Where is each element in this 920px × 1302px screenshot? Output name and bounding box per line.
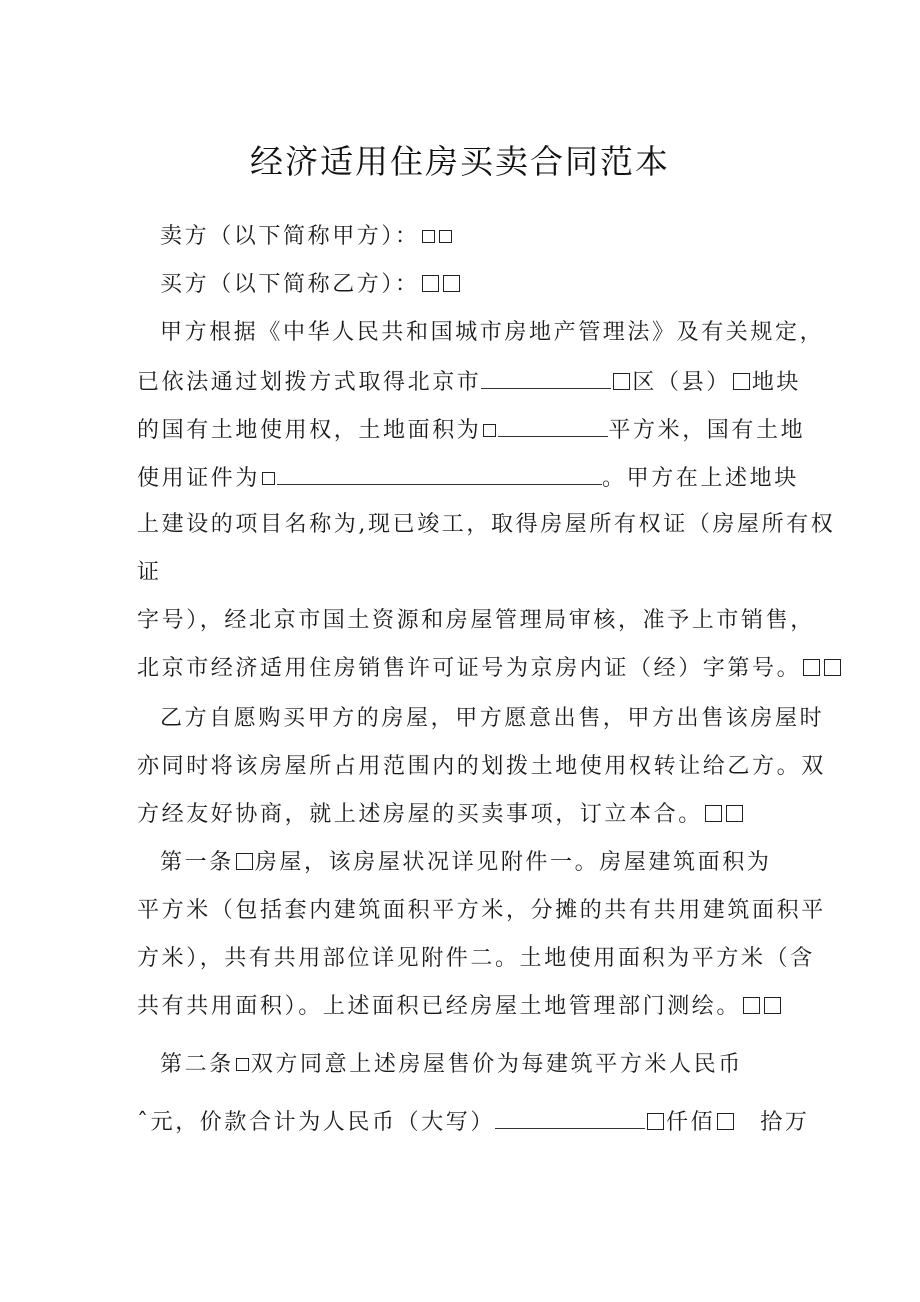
fill-in-blank <box>498 414 608 437</box>
paragraph-line: 方米），共有共用部位详见附件二。土地使用面积为平方米（含 <box>137 946 815 971</box>
checkbox-icon <box>647 1113 664 1130</box>
checkbox-icon <box>236 1058 249 1071</box>
paragraph-line: 上建设的项目名称为,现已竣工，取得房屋所有权证（房屋所有权 <box>137 512 836 537</box>
text-segment: 第一条 <box>160 850 234 875</box>
text-segment: 拾万 <box>760 1110 810 1135</box>
text-segment: 方经友好协商，就上述房屋的买卖事项，订立本合。 <box>137 802 703 827</box>
text-segment: 区（县） <box>632 370 731 395</box>
paragraph-line: 甲方根据《中华人民共和国城市房地产管理法》及有关规定， <box>160 320 825 345</box>
text-segment: 共有共用面积）。上述面积已经房屋土地管理部门测绘。 <box>137 994 742 1019</box>
checkbox-icon <box>236 853 253 870</box>
paragraph-line: 亦同时将该房屋所占用范围内的划拨土地使用权转让给乙方。双 <box>137 754 826 779</box>
checkbox-icon <box>439 230 452 243</box>
checkbox-icon <box>824 659 841 676</box>
paragraph-line: 字号），经北京市国土资源和房屋管理局审核，准予上市销售， <box>137 608 815 633</box>
checkbox-icon <box>764 997 781 1014</box>
checkbox-icon <box>262 472 275 485</box>
checkbox-icon <box>717 1113 734 1130</box>
seller-label: 卖方（以下简称甲方）： <box>160 224 420 249</box>
text-segment: 的国有土地使用权，土地面积为 <box>137 418 482 443</box>
buyer-line <box>160 270 820 300</box>
text-segment: 已依法通过划拨方式取得北京市 <box>137 370 482 395</box>
buyer-label: 买方（以下简称乙方）： <box>160 272 420 297</box>
paragraph-line <box>137 992 797 1022</box>
checkbox-icon <box>613 373 630 390</box>
checkbox-icon <box>705 805 722 822</box>
text-segment: 。甲方在上述地块 <box>602 466 799 491</box>
text-segment: 使用证件为 <box>137 466 261 491</box>
checkbox-icon <box>743 997 760 1014</box>
paragraph-line <box>137 414 806 446</box>
seller-line <box>160 222 820 252</box>
checkbox-icon <box>422 275 439 292</box>
checkbox-icon <box>422 230 435 243</box>
text-segment: 平方米，国有土地 <box>608 418 806 443</box>
paragraph-line <box>137 800 797 830</box>
checkbox-icon <box>443 275 460 292</box>
text-segment: 北京市经济适用住房销售许可证号为京房内证（经）字第号。 <box>137 656 802 681</box>
checkbox-icon <box>733 373 750 390</box>
article-1-heading <box>160 848 820 878</box>
paragraph-line <box>137 1106 810 1138</box>
text-segment: 第二条 <box>160 1052 234 1077</box>
text-segment: 房屋，该房屋状况详见附件一。房屋建筑面积为 <box>254 850 772 875</box>
fill-in-blank <box>495 1106 645 1129</box>
text-segment: 双方同意上述房屋售价为每建筑平方米人民币 <box>250 1052 743 1077</box>
fill-in-blank <box>481 366 611 389</box>
checkbox-icon <box>803 659 820 676</box>
text-segment: 地块 <box>751 370 802 395</box>
article-2-heading <box>160 1050 820 1080</box>
text-segment: ˆ元，价款合计为人民币（大写） <box>137 1110 496 1135</box>
paragraph-line: 证 <box>137 560 162 585</box>
fill-in-blank <box>277 462 602 485</box>
paragraph-line <box>137 462 797 494</box>
checkbox-icon <box>483 424 496 437</box>
text-segment: 仟佰 <box>666 1110 716 1135</box>
paragraph-line: 乙方自愿购买甲方的房屋，甲方愿意出售，甲方出售该房屋时 <box>160 706 825 731</box>
paragraph-line: 平方米（包括套内建筑面积平方米，分摊的共有共用建筑面积平 <box>137 898 826 923</box>
checkbox-icon <box>726 805 743 822</box>
page-title: 经济适用住房买卖合同范本 <box>250 142 670 181</box>
paragraph-line <box>137 654 802 684</box>
paragraph-line <box>137 366 802 398</box>
